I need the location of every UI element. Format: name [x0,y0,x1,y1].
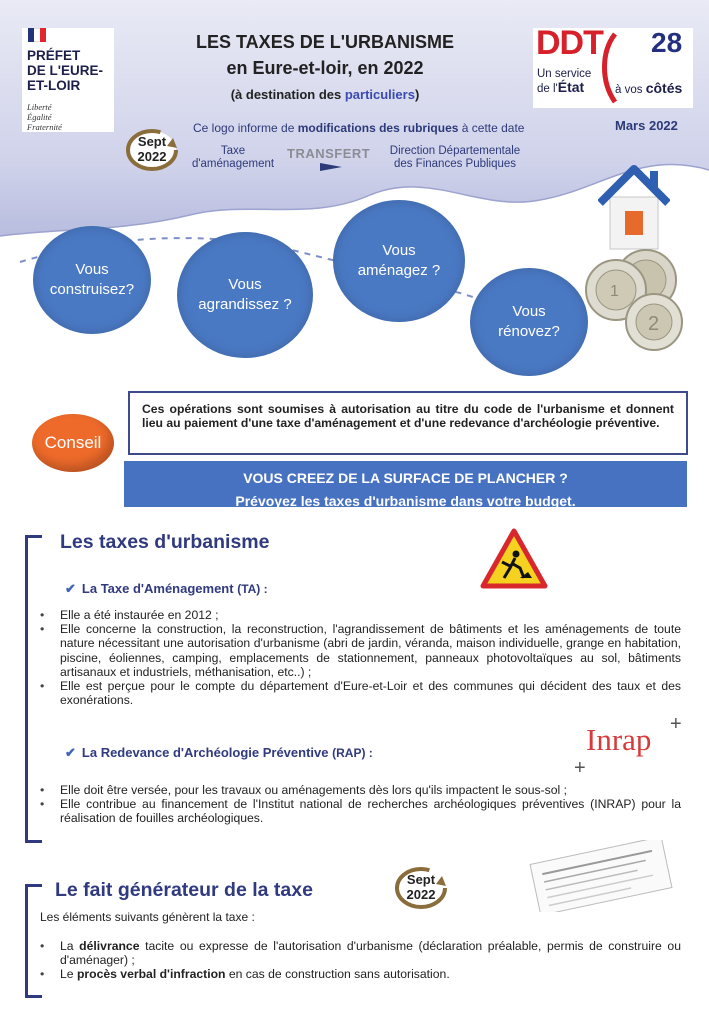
list-item: • Elle a été instaurée en 2012 ; [38,608,681,622]
ddt-cotes-text: à vos côtés [615,80,683,96]
sept-2022-badge: Sept 2022 [125,128,179,172]
list-item: • Le procès verbal d'infraction en cas de construction sans autorisation. [38,967,681,981]
house-icon [598,163,670,253]
ddt-service-text: Un service de l'État [537,68,592,95]
page-subtitle: en Eure-et-loir, en 2022 [226,58,424,78]
conseil-badge: Conseil [32,414,114,472]
transfer-to: Direction Départementale des Finances Publiques [389,145,521,170]
budget-banner: VOUS CREEZ DE LA SURFACE DE PLANCHER ? Prévoyez les taxes d'urbanisme dans votre budget. [124,461,687,507]
fait-list [38,939,681,982]
rap-list [38,783,681,826]
svg-text:1: 1 [610,283,619,300]
prefet-motto: Liberté Égalité Fraternité [27,102,62,132]
page-title: LES TAXES DE L'URBANISME [196,32,454,52]
section-title-fait: Le fait générateur de la taxe [55,879,313,901]
sept-2022-badge: Sept 2022 [394,866,448,910]
transfer-label: TRANSFERT [287,146,371,161]
euro-coins-icon [580,246,690,356]
prefet-logo [22,28,114,132]
roadworks-warning-icon [480,528,548,590]
operations-note-text: Ces opérations sont soumises à autorisation au titre du code de l'urbanisme et donnent lieu au paiement d'une taxe d'aménagement et d'une redevance d'archéologie préventive. [142,402,674,430]
bubble-construire: Vous construisez? [33,226,151,334]
list-item: • La délivrance tacite ou expresse de l'autorisation d'urbanisme (déclaration préalable, permis de construire ou d'aménager) ; [38,939,681,967]
fait-intro: Les éléments suivants génèrent la taxe : [40,910,255,924]
checkmark-icon: ✔ [65,581,76,596]
list-item: • Elle est perçue pour le compte du département d'Eure-et-Loir et des communes qui décident des taux et des exonérations. [38,679,681,707]
ddt28-logo [533,24,693,108]
french-flag-icon [28,28,46,42]
transfer-from: Taxe d'aménagement [191,145,275,170]
inrap-plus-icon: + [670,713,682,735]
publication-date: Mars 2022 [615,118,678,133]
bubble-amenager: Vous aménagez ? [333,200,465,322]
audience-note: (à destination des particuliers) [230,87,420,102]
ta-list [38,608,681,707]
prefet-name: PRÉFET DE L'EURE- ET-LOIR [27,48,103,93]
svg-text:2: 2 [648,313,660,335]
rap-heading: ✔ La Redevance d'Archéologie Préventive (RAP) : [65,745,373,760]
list-item: • Elle doit être versée, pour les travaux ou aménagements dès lors qu'ils impactent le sous-sol ; [38,783,681,797]
logo-info-text: Ce logo informe de modifications des rubriques à cette date [193,121,525,135]
section-title-taxes: Les taxes d'urbanisme [60,531,270,553]
inrap-plus-icon: + [574,757,586,779]
ta-heading: ✔ La Taxe d'Aménagement (TA) : [65,581,268,596]
inrap-logo: Inrap [586,722,652,757]
transfer-arrow-icon [318,161,344,173]
ddt-acronym: DDT [536,24,603,62]
list-item: • Elle contribue au financement de l'Institut national de recherches archéologiques préventives (INRAP) pour la réalisation de fouilles archéologiques. [38,797,681,825]
operations-note-box [128,391,688,455]
permit-document-icon [528,840,674,912]
list-item: • Elle concerne la construction, la reconstruction, l'agrandissement de bâtiments et les aménagements de toute nature nécessitant une autorisation d'urbanisme (abri de jardin, véranda, maison individuelle, grange en habitation, piscine, éoliennes, camping, emplacements de stationnement, panneaux photovoltaïques au sol, bâtiments artisanaux et industriels, méthanisation, etc..) ; [38,622,681,679]
ddt-number: 28 [651,27,683,58]
bubble-agrandir: Vous agrandissez ? [177,232,313,358]
bubble-renover: Vous rénovez? [470,268,588,376]
checkmark-icon: ✔ [65,745,76,760]
